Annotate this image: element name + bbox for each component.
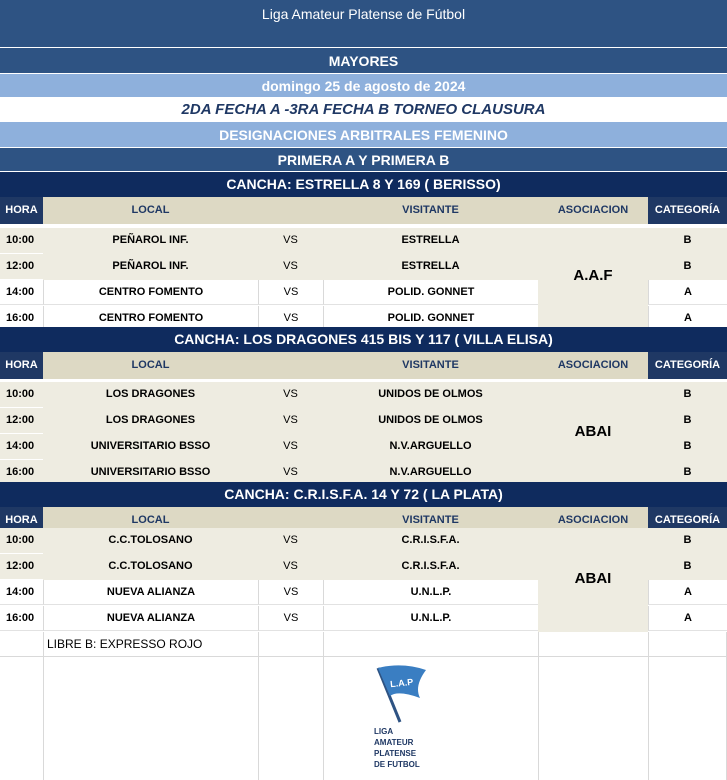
match-hora: 16:00 (0, 460, 43, 485)
match-visitante: UNIDOS DE OLMOS (323, 382, 538, 408)
match-hora: 10:00 (0, 228, 43, 253)
match-local: UNIVERSITARIO BSSO (43, 434, 258, 460)
col-asociacion: ASOCIACION (538, 352, 648, 379)
match-local: PEÑAROL INF. (43, 254, 258, 280)
logo-caption (374, 726, 420, 770)
match-visitante: N.V.ARGUELLO (323, 460, 538, 486)
match-visitante: C.R.I.S.F.A. (323, 528, 538, 554)
match-local: C.C.TOLOSANO (43, 554, 258, 580)
match-vs: VS (258, 434, 323, 460)
league-title: Liga Amateur Platense de Fútbol (0, 0, 727, 48)
match-date: domingo 25 de agosto de 2024 (0, 74, 727, 98)
asociacion-value: ABAI (538, 382, 648, 486)
match-local: LOS DRAGONES (43, 382, 258, 408)
col-categoria: CATEGORÍA (648, 352, 727, 379)
match-visitante: C.R.I.S.F.A. (323, 554, 538, 580)
match-vs: VS (258, 528, 323, 554)
match-hora: 14:00 (0, 280, 43, 305)
match-local: C.C.TOLOSANO (43, 528, 258, 554)
match-vs: VS (258, 280, 323, 305)
flag-icon (362, 660, 437, 730)
col-categoria: CATEGORÍA (648, 507, 727, 534)
col-asociacion: ASOCIACION (538, 507, 648, 534)
match-categoria: B (648, 460, 727, 486)
match-visitante: ESTRELLA (323, 228, 538, 254)
match-categoria: B (648, 408, 727, 434)
match-categoria: B (648, 434, 727, 460)
match-hora: 10:00 (0, 528, 43, 553)
col-vs (258, 197, 323, 224)
division-title: MAYORES (0, 48, 727, 74)
grid-line (258, 632, 259, 780)
match-categoria: B (648, 228, 727, 254)
match-vs: VS (258, 382, 323, 408)
match-visitante: N.V.ARGUELLO (323, 434, 538, 460)
column-header (0, 197, 727, 224)
match-hora: 14:00 (0, 434, 43, 459)
asociacion-value: ABAI (538, 528, 648, 632)
logo-line: PLATENSE (374, 749, 417, 758)
col-visitante: VISITANTE (323, 352, 538, 379)
grid-line (538, 632, 539, 780)
match-vs: VS (258, 606, 323, 631)
grid-line (323, 632, 324, 780)
match-hora: 16:00 (0, 606, 43, 631)
match-hora: 12:00 (0, 254, 43, 279)
grid-line (648, 632, 649, 780)
match-vs: VS (258, 460, 323, 486)
match-hora: 12:00 (0, 408, 43, 433)
match-local: LOS DRAGONES (43, 408, 258, 434)
col-hora: HORA (0, 352, 43, 379)
match-vs: VS (258, 254, 323, 280)
match-local: PEÑAROL INF. (43, 228, 258, 254)
match-vs: VS (258, 306, 323, 331)
match-visitante: U.N.L.P. (323, 606, 538, 631)
match-categoria: A (648, 306, 727, 331)
grid-line (43, 632, 44, 780)
match-visitante: POLID. GONNET (323, 306, 538, 331)
category-title: PRIMERA A Y PRIMERA B (0, 148, 727, 172)
col-hora: HORA (0, 507, 43, 534)
col-local: LOCAL (43, 197, 258, 224)
flag-text: L.A.P (389, 676, 414, 690)
col-asociacion: ASOCIACION (538, 197, 648, 224)
match-local: UNIVERSITARIO BSSO (43, 460, 258, 486)
match-vs: VS (258, 580, 323, 605)
match-vs: VS (258, 554, 323, 580)
match-hora: 10:00 (0, 382, 43, 407)
libre-note: LIBRE B: EXPRESSO ROJO (47, 637, 203, 651)
logo-line: DE FUTBOL (374, 760, 420, 769)
league-logo (362, 660, 437, 775)
match-categoria: B (648, 254, 727, 280)
logo-line: AMATEUR (374, 738, 414, 747)
match-categoria: B (648, 554, 727, 580)
logo-line: LIGA (374, 727, 394, 736)
match-visitante: U.N.L.P. (323, 580, 538, 605)
match-local: NUEVA ALIANZA (43, 606, 258, 631)
cancha-title: CANCHA: LOS DRAGONES 415 BIS Y 117 ( VILLA ELISA) (0, 327, 727, 352)
col-visitante: VISITANTE (323, 507, 538, 534)
match-hora: 14:00 (0, 580, 43, 605)
match-hora: 12:00 (0, 554, 43, 579)
match-categoria: B (648, 528, 727, 554)
match-local: CENTRO FOMENTO (43, 280, 258, 305)
match-visitante: UNIDOS DE OLMOS (323, 408, 538, 434)
col-local: LOCAL (43, 507, 258, 534)
asociacion-value: A.A.F (538, 228, 648, 332)
match-vs: VS (258, 228, 323, 254)
col-hora: HORA (0, 197, 43, 224)
designaciones-title: DESIGNACIONES ARBITRALES FEMENINO (0, 122, 727, 148)
col-vs (258, 352, 323, 379)
match-local: CENTRO FOMENTO (43, 306, 258, 331)
match-categoria: A (648, 580, 727, 605)
cancha-title: CANCHA: ESTRELLA 8 Y 169 ( BERISSO) (0, 172, 727, 197)
match-categoria: A (648, 606, 727, 631)
match-categoria: A (648, 280, 727, 305)
tournament-round: 2DA FECHA A -3RA FECHA B TORNEO CLAUSURA (0, 98, 727, 122)
col-categoria: CATEGORÍA (648, 197, 727, 224)
cancha-title: CANCHA: C.R.I.S.F.A. 14 Y 72 ( LA PLATA) (0, 482, 727, 507)
col-visitante: VISITANTE (323, 197, 538, 224)
match-visitante: POLID. GONNET (323, 280, 538, 305)
match-local: NUEVA ALIANZA (43, 580, 258, 605)
col-local: LOCAL (43, 352, 258, 379)
match-vs: VS (258, 408, 323, 434)
match-categoria: B (648, 382, 727, 408)
grid-line (0, 656, 727, 657)
match-hora: 16:00 (0, 306, 43, 331)
column-header (0, 352, 727, 379)
match-visitante: ESTRELLA (323, 254, 538, 280)
